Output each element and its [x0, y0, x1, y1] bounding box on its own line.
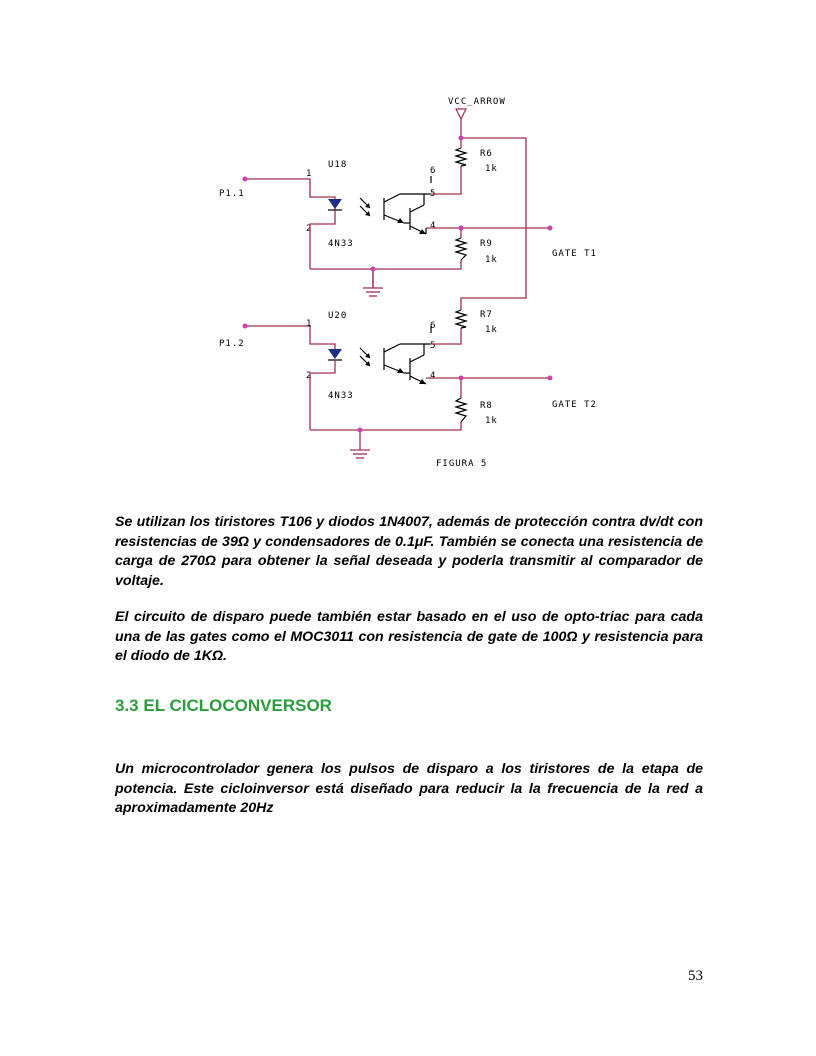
top-stage — [219, 136, 597, 297]
resistor-r6-icon — [456, 148, 466, 166]
body-paragraph: Se utilizan los tiristores T106 y diodos 1N4007, además de protección contra dv/dt con resistencias de 39Ω y condensadores de 0.1μF. También se conecta una resistencia de carga de 270Ω para obtener la señal deseada y poderla transmitir al comparador de voltaje. — [115, 514, 703, 589]
node-dot — [243, 177, 248, 182]
body-paragraph: El circuito de disparo puede también estar basado en el uso de opto-triac para cada una de las gates como el MOC3011 con resistencia de gate de 100Ω y resistencia para el diodo de 1KΩ. — [115, 609, 703, 664]
node-dot — [371, 267, 376, 272]
led-diode-icon — [310, 349, 342, 430]
vcc-arrow-icon — [456, 109, 466, 119]
u20-pin2: 2 — [306, 371, 313, 381]
light-emission-icon — [360, 348, 370, 366]
phototransistor-icon — [384, 326, 431, 384]
section-heading: 3.3 EL CICLOCONVERSOR — [115, 696, 332, 715]
body-paragraph: Un microcontrolador genera los pulsos de disparo a los tiristores de la etapa de potencia. Este cicloinversor está diseñado para reducir la la frecuencia de la red a aproximadamente 20Hz — [115, 761, 703, 816]
u18-pin2: 2 — [306, 224, 313, 234]
input-label-p1-2: P1.2 — [219, 339, 245, 349]
node-dot — [459, 136, 464, 141]
bottom-stage — [219, 310, 597, 458]
r8-ref: R8 — [480, 401, 493, 411]
u18-ref: U18 — [328, 160, 348, 170]
circuit-schematic-figure — [200, 88, 620, 478]
u18-pin5: 5 — [430, 189, 437, 199]
output-label-gate-t1: GATE T1 — [552, 249, 597, 259]
ground-symbol-icon — [363, 269, 383, 296]
u20-part: 4N33 — [328, 391, 354, 401]
r7-ref: R7 — [480, 310, 493, 320]
r6-ref: R6 — [480, 149, 493, 159]
resistor-r7-icon — [456, 310, 466, 328]
ground-symbol-icon — [350, 430, 370, 458]
resistor-r8-icon — [456, 398, 466, 422]
node-dot — [548, 376, 553, 381]
r9-ref: R9 — [480, 239, 493, 249]
phototransistor-icon — [384, 176, 431, 234]
node-dot — [243, 324, 248, 329]
node-dot — [459, 376, 464, 381]
led-diode-icon — [310, 199, 342, 269]
r7-value: 1k — [485, 325, 498, 335]
figure-caption: FIGURA 5 — [436, 459, 488, 469]
page-number: 53 — [688, 968, 703, 984]
light-emission-icon — [360, 198, 370, 216]
input-label-p1-1: P1.1 — [219, 189, 245, 199]
vcc-label: VCC_ARROW — [448, 97, 506, 107]
u20-pin1: 1 — [306, 319, 313, 329]
u18-part: 4N33 — [328, 239, 354, 249]
u20-ref: U20 — [328, 311, 348, 321]
u18-pin1: 1 — [306, 169, 313, 179]
node-dot — [358, 428, 363, 433]
u18-pin4: 4 — [430, 221, 437, 231]
u20-pin4: 4 — [430, 371, 437, 381]
output-label-gate-t2: GATE T2 — [552, 400, 597, 410]
node-dot — [459, 226, 464, 231]
r8-value: 1k — [485, 416, 498, 426]
u18-pin6: 6 — [430, 166, 437, 176]
resistor-r9-icon — [456, 238, 466, 260]
r6-value: 1k — [485, 164, 498, 174]
r9-value: 1k — [485, 255, 498, 265]
supply-rail — [461, 119, 526, 310]
u20-pin5: 5 — [430, 341, 437, 351]
u20-pin6: 6 — [430, 321, 437, 331]
node-dot — [548, 226, 553, 231]
